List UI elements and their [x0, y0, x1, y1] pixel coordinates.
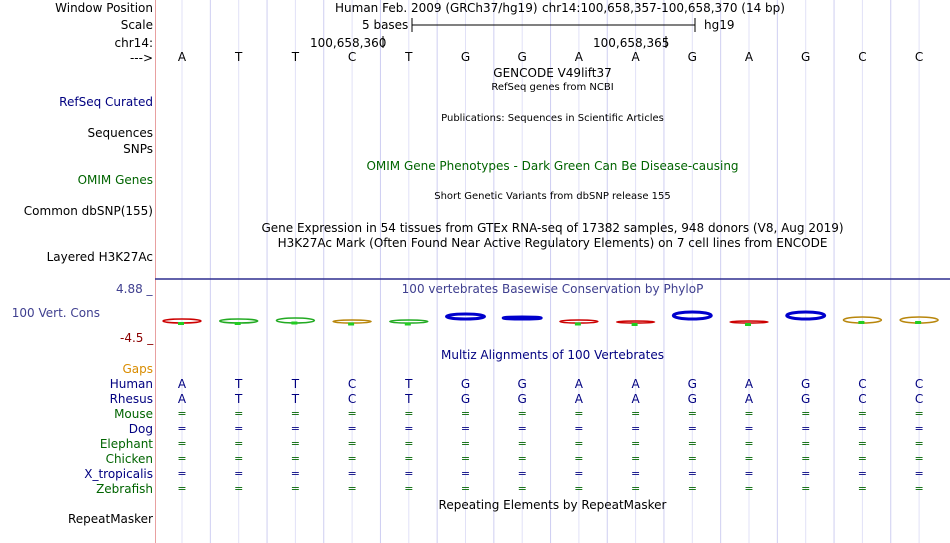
alignment-base: =: [290, 407, 300, 420]
cons-max-value: 4.88 _: [116, 282, 153, 296]
repeatmasker-label[interactable]: RepeatMasker: [67, 512, 153, 526]
alignment-base: =: [687, 407, 697, 420]
assembly-title: Human Feb. 2009 (GRCh37/hg19): [335, 1, 538, 15]
scale-value: 5 bases: [362, 18, 409, 32]
alignment-base: =: [914, 422, 924, 435]
window-position-label: Window Position: [55, 1, 153, 15]
alignment-base: =: [177, 437, 187, 450]
common-dbsnp-label[interactable]: Common dbSNP(155): [23, 204, 153, 218]
alignment-base: A: [574, 392, 583, 406]
alignment-base: =: [687, 422, 697, 435]
alignment-base: =: [290, 482, 300, 495]
alignment-base: =: [347, 482, 357, 495]
gtex-track-title[interactable]: Gene Expression in 54 tissues from GTEx RNA-seq of 17382 samples, 948 donors (V8, Aug 2019): [261, 221, 844, 235]
alignment-base: =: [857, 467, 867, 480]
alignment-base: C: [347, 377, 357, 391]
alignment-base: =: [574, 422, 584, 435]
alignment-base: T: [235, 392, 243, 406]
alignment-base: =: [914, 407, 924, 420]
species-label[interactable]: Dog: [128, 422, 153, 436]
scale-label[interactable]: Scale: [120, 18, 153, 32]
alignment-base: =: [687, 452, 697, 465]
alignment-base: =: [914, 437, 924, 450]
alignment-base: A: [744, 392, 754, 406]
alignment-base: A: [631, 377, 640, 391]
base-letter: G: [687, 50, 697, 64]
alignment-base: =: [177, 422, 187, 435]
alignment-base: G: [801, 377, 811, 391]
conservation-logo-mark: [235, 322, 241, 325]
alignment-base: =: [177, 467, 187, 480]
alignment-base: =: [630, 482, 641, 495]
conservation-logo-mark: [858, 321, 864, 324]
alignment-base: G: [517, 392, 527, 406]
repeatmasker-track-title[interactable]: Repeating Elements by RepeatMasker: [438, 498, 667, 512]
base-letter: A: [631, 50, 640, 64]
alignment-base: G: [517, 377, 527, 391]
alignment-base: =: [630, 407, 641, 420]
alignment-base: G: [460, 392, 471, 406]
alignment-base: =: [234, 407, 244, 420]
alignment-base: =: [290, 452, 300, 465]
base-letter: C: [914, 50, 924, 64]
alignment-base: =: [801, 422, 811, 435]
alignment-base: G: [687, 377, 697, 391]
alignment-base: =: [234, 482, 244, 495]
species-label[interactable]: X_tropicalis: [84, 467, 153, 481]
multiz-track-title[interactable]: Multiz Alignments of 100 Vertebrates: [440, 348, 665, 362]
alignment-base: =: [801, 437, 811, 450]
alignment-base: A: [631, 392, 640, 406]
alignment-base: =: [404, 452, 414, 465]
species-label[interactable]: Elephant: [99, 437, 153, 451]
alignment-base: =: [404, 482, 414, 495]
alignment-base: =: [857, 422, 867, 435]
alignment-base: =: [234, 467, 244, 480]
alignment-base: A: [574, 377, 583, 391]
chrom-label: chr14:: [114, 36, 153, 50]
alignment-base: =: [744, 437, 754, 450]
alignment-base: =: [234, 422, 244, 435]
alignment-base: =: [914, 482, 924, 495]
base-letter: A: [744, 50, 754, 64]
alignment-base: =: [290, 437, 300, 450]
h3k27ac-track-title[interactable]: H3K27Ac Mark (Often Found Near Active Regulatory Elements) on 7 cell lines from ENCODE: [277, 236, 828, 250]
alignment-base: =: [517, 437, 527, 450]
alignment-base: T: [291, 377, 300, 391]
alignment-base: =: [801, 482, 811, 495]
alignment-base: =: [630, 452, 641, 465]
alignment-base: C: [914, 392, 924, 406]
conservation-logo-mark: [915, 321, 921, 324]
alignment-base: =: [857, 437, 867, 450]
alignment-base: =: [687, 467, 697, 480]
alignment-base: =: [347, 407, 357, 420]
base-letter: G: [801, 50, 811, 64]
cons-min-value: -4.5 _: [120, 331, 154, 345]
sequences-label[interactable]: Sequences: [87, 126, 153, 140]
omim-genes-label[interactable]: OMIM Genes: [77, 173, 153, 187]
alignment-base: =: [857, 452, 867, 465]
alignment-base: =: [404, 422, 414, 435]
alignment-base: =: [404, 407, 414, 420]
alignment-base: =: [687, 482, 697, 495]
alignment-base: =: [177, 482, 187, 495]
conservation-logo-mark: [178, 322, 184, 325]
alignment-base: A: [177, 392, 187, 406]
alignment-base: =: [574, 452, 584, 465]
alignment-base: G: [801, 392, 811, 406]
base-letter: G: [517, 50, 527, 64]
alignment-base: G: [460, 377, 471, 391]
alignment-base: =: [801, 407, 811, 420]
alignment-base: =: [744, 482, 754, 495]
alignment-base: =: [234, 452, 244, 465]
alignment-base: =: [857, 407, 867, 420]
base-letter: A: [177, 50, 187, 64]
alignment-base: =: [460, 407, 471, 420]
alignment-base: =: [687, 437, 697, 450]
alignment-base: T: [405, 392, 413, 406]
conservation-logo-mark: [405, 323, 411, 326]
coordinate-tick-1: 100,658,360: [310, 36, 387, 50]
species-label[interactable]: Human: [109, 377, 153, 391]
layered-h3k27ac-label[interactable]: Layered H3K27Ac: [46, 250, 153, 264]
coordinate-tick-2: 100,658,365: [593, 36, 670, 50]
alignment-base: =: [347, 437, 357, 450]
alignment-base: =: [517, 407, 527, 420]
alignment-base: T: [291, 392, 300, 406]
alignment-base: =: [574, 467, 584, 480]
alignment-base: =: [347, 467, 357, 480]
base-letter: T: [405, 50, 413, 64]
species-label[interactable]: Chicken: [105, 452, 153, 466]
base-letter: C: [347, 50, 357, 64]
alignment-base: =: [914, 452, 924, 465]
alignment-base: G: [687, 392, 697, 406]
vert-cons-label[interactable]: 100 Vert. Cons: [11, 306, 100, 320]
alignment-base: =: [404, 437, 414, 450]
alignment-base: =: [744, 407, 754, 420]
alignment-base: =: [177, 452, 187, 465]
alignment-base: =: [460, 437, 471, 450]
species-label[interactable]: Rhesus: [109, 392, 153, 406]
alignment-base: =: [517, 452, 527, 465]
position-readout: chr14:100,658,357-100,658,370 (14 bp): [542, 1, 785, 15]
alignment-base: =: [914, 467, 924, 480]
alignment-base: T: [235, 377, 243, 391]
gaps-label[interactable]: Gaps: [122, 362, 153, 376]
alignment-base: A: [744, 377, 754, 391]
gencode-track-title[interactable]: GENCODE V49lift37: [493, 66, 612, 80]
alignment-base: =: [234, 437, 244, 450]
species-label[interactable]: Mouse: [114, 407, 153, 421]
publications-track-title[interactable]: Publications: Sequences in Scientific Articles: [441, 113, 664, 124]
alignment-base: =: [347, 422, 357, 435]
conservation-logo-mark: [503, 317, 541, 319]
conservation-logo-mark: [348, 323, 354, 326]
alignment-base: =: [574, 482, 584, 495]
base-letter: T: [291, 50, 300, 64]
alignment-base: =: [517, 482, 527, 495]
alignment-base: C: [914, 377, 924, 391]
alignment-base: T: [405, 377, 413, 391]
strand-label: --->: [129, 51, 153, 65]
alignment-base: C: [858, 392, 867, 406]
alignment-base: =: [574, 407, 584, 420]
alignment-base: A: [177, 377, 187, 391]
refseq-curated-label[interactable]: RefSeq Curated: [59, 95, 153, 109]
alignment-base: =: [630, 467, 641, 480]
alignment-base: =: [460, 452, 471, 465]
alignment-base: =: [801, 452, 811, 465]
alignment-base: =: [744, 422, 754, 435]
alignment-base: =: [630, 422, 641, 435]
conservation-logo-mark: [745, 323, 751, 326]
alignment-base: =: [290, 467, 300, 480]
alignment-base: =: [630, 437, 641, 450]
alignment-base: =: [177, 407, 187, 420]
alignment-base: C: [347, 392, 357, 406]
alignment-base: C: [858, 377, 867, 391]
alignment-base: =: [517, 467, 527, 480]
alignment-base: =: [517, 422, 527, 435]
phylop-track-title[interactable]: 100 vertebrates Basewise Conservation by PhyloP: [401, 282, 704, 296]
scale-db: hg19: [704, 18, 735, 32]
alignment-base: =: [404, 467, 414, 480]
base-letter: G: [460, 50, 471, 64]
alignment-base: =: [460, 482, 471, 495]
base-letter: T: [235, 50, 243, 64]
alignment-base: =: [744, 467, 754, 480]
base-letter: A: [574, 50, 583, 64]
alignment-base: =: [801, 467, 811, 480]
omim-track-title[interactable]: OMIM Gene Phenotypes - Dark Green Can Be Disease-causing: [366, 159, 739, 173]
alignment-base: =: [574, 437, 584, 450]
conservation-logo-mark: [291, 322, 297, 325]
alignment-base: =: [460, 422, 471, 435]
species-label[interactable]: Zebrafish: [96, 482, 153, 496]
alignment-base: =: [857, 482, 867, 495]
base-letter: C: [858, 50, 867, 64]
alignment-base: =: [460, 467, 471, 480]
refseq-track-subtitle: RefSeq genes from NCBI: [491, 82, 614, 93]
snps-label[interactable]: SNPs: [123, 142, 153, 156]
alignment-base: =: [744, 452, 754, 465]
conservation-logo-mark: [632, 323, 638, 326]
conservation-logo-mark: [575, 323, 581, 326]
dbsnp-track-title[interactable]: Short Genetic Variants from dbSNP release 155: [434, 191, 671, 202]
alignment-base: =: [290, 422, 300, 435]
alignment-base: =: [347, 452, 357, 465]
